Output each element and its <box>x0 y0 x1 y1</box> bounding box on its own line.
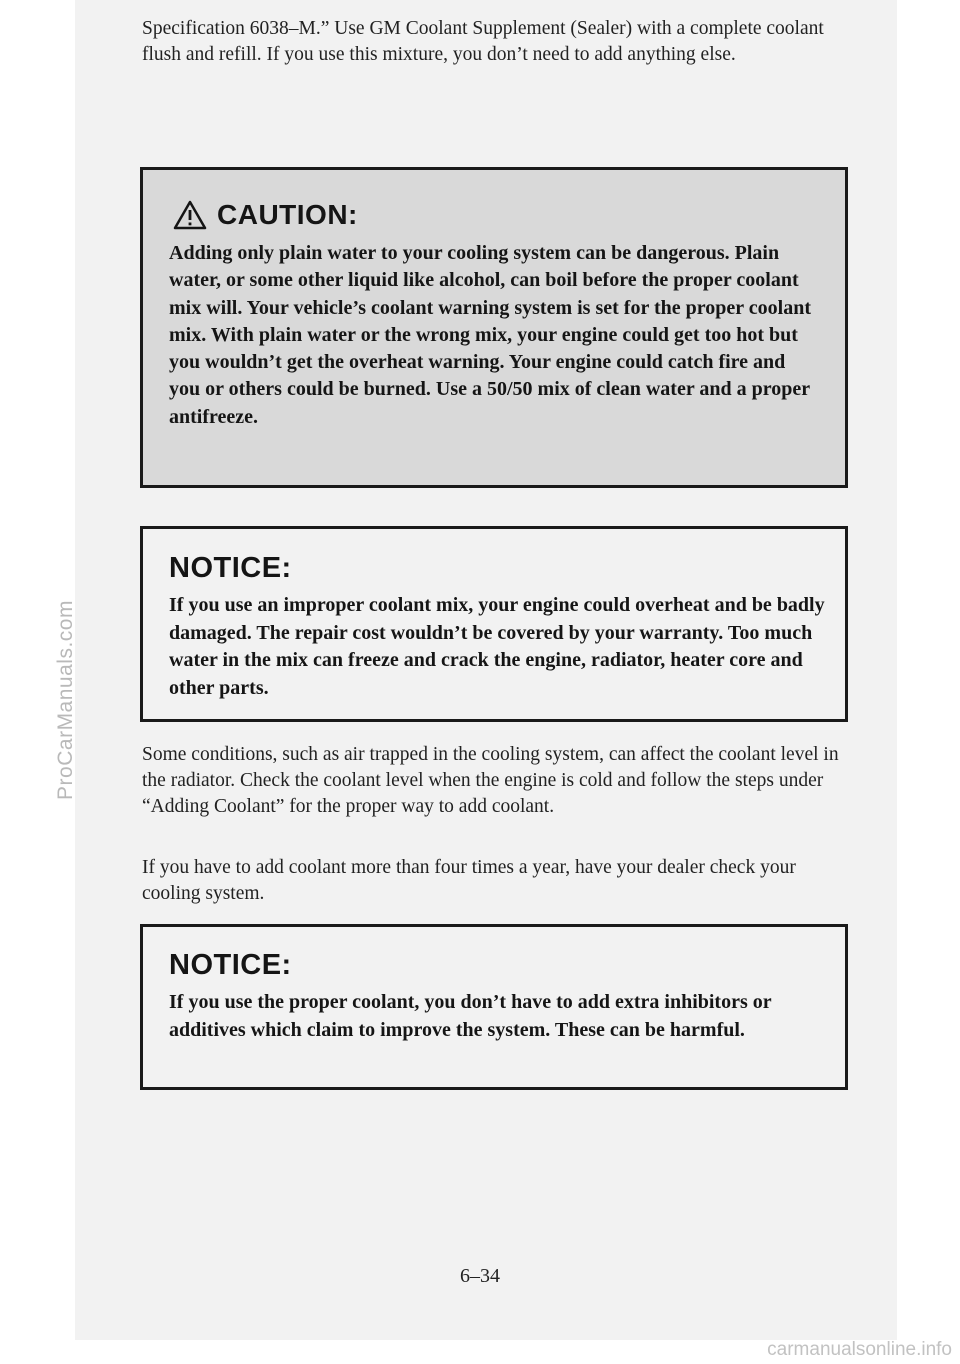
notice-box-additives <box>140 924 848 1090</box>
side-watermark: ProCarManuals.com <box>54 600 77 800</box>
notice-heading: NOTICE: <box>169 552 292 584</box>
page-number: 6–34 <box>460 1265 500 1287</box>
caution-heading-row <box>173 199 358 231</box>
caution-heading: CAUTION: <box>217 199 358 230</box>
dealer-paragraph: If you have to add coolant more than four times a year, have your dealer check your cooling system. <box>142 857 796 904</box>
notice-body: If you use an improper coolant mix, your engine could overheat and be badly damaged. The repair cost wouldn’t be covered by your warranty. Too much water in the mix can freeze and crack the engine, radiator, heater core and other parts. <box>169 594 825 699</box>
caution-box <box>140 167 848 488</box>
notice-heading: NOTICE: <box>169 949 292 981</box>
caution-body: Adding only plain water to your cooling system can be dangerous. Plain water, or some other liquid like alcohol, can boil before the proper coolant mix will. Your vehicle’s coolant warning system is set for the proper coolant mix. With plain water or the wrong mix, your engine could get too hot but you wouldn’t get the overheat warning. Your engine could catch fire and you or others could be burned. Use a 50/50 mix of clean water and a proper antifreeze. <box>169 242 811 428</box>
conditions-paragraph: Some conditions, such as air trapped in the cooling system, can affect the coolant level in the radiator. Check the coolant level when the engine is cold and follow the steps under “Adding Coolant” for the proper way to add coolant. <box>142 744 839 817</box>
intro-paragraph: Specification 6038–M.” Use GM Coolant Supplement (Sealer) with a complete coolant flush and refill. If you use this mixture, you don’t need to add anything else. <box>142 18 824 65</box>
notice-body: If you use the proper coolant, you don’t have to add extra inhibitors or additives which claim to improve the system. These can be harmful. <box>169 991 772 1041</box>
bottom-watermark: carmanualsonline.info <box>767 1339 952 1360</box>
notice-box-coolant-mix <box>140 526 848 722</box>
warning-triangle-icon <box>173 200 207 230</box>
